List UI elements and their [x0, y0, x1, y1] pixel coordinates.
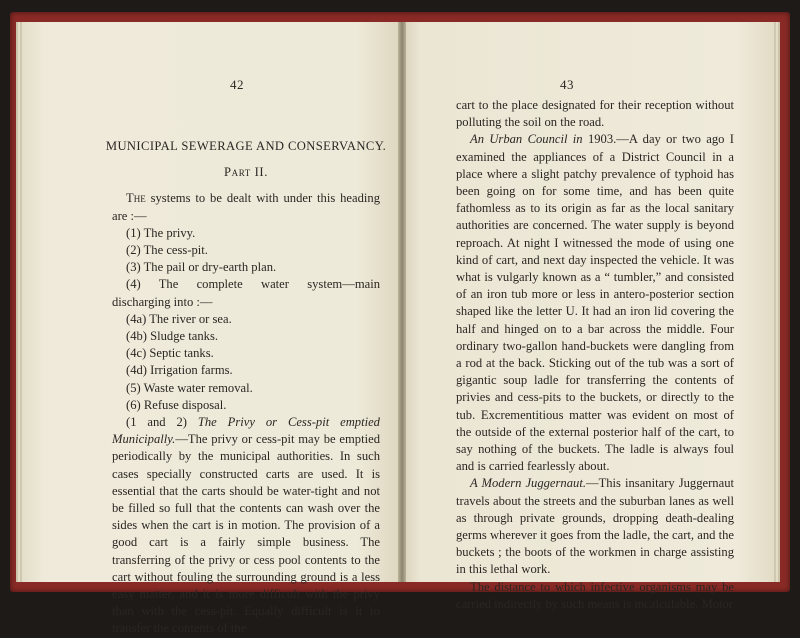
list-item: (4c) Septic tanks.	[126, 346, 214, 361]
intro-small-caps: The	[126, 191, 146, 206]
intro-text: systems to be dealt with under this heading are :—	[112, 191, 380, 223]
list-item: (3) The pail or dry-earth plan.	[126, 260, 277, 275]
list-item: (4d) Irrigation farms.	[126, 363, 233, 378]
right-page	[402, 22, 774, 611]
list-item: (6) Refuse disposal.	[126, 397, 227, 412]
page-number: 43	[560, 77, 574, 92]
para-lead: (1 and 2)	[126, 415, 198, 430]
list-item: (4a) The river or sea.	[126, 311, 232, 326]
para-body: —This insanitary Juggernaut travels about the streets and the suburban lanes as well as through private grounds, dropping death-dealing germs wherever it goes from the ladle, the cart, and the buckets ; the boots of the workmen in charge assisting in this lethal work.	[456, 476, 734, 577]
body-paragraph: cart to the place designated for their reception without polluting the soil on the road.	[456, 98, 734, 130]
list-item: (1) The privy.	[126, 225, 196, 240]
body-paragraph	[112, 414, 380, 638]
right-page-text	[456, 97, 734, 613]
left-page	[22, 22, 402, 636]
left-page-text	[105, 138, 387, 638]
list-item: (4) The complete water system—main discharging into :—	[112, 277, 380, 309]
body-paragraph	[456, 131, 734, 475]
page-number: 42	[230, 77, 244, 92]
para-body: 1903.—A day or two ago I examined the appliances of a District Council in a place where a slight patchy prevalence of typhoid has been going on for some time, and has been quite fathomless as to its origin as far as the local sanitary authorities are concerned. The water supply is beyond reproach. At night I witnessed the mode of using one kind of cart, and next day inspected the vehicle. It was what is vulgarly known as a “ tumbler,” and consisted of an iron tub more or less in antero-posterior section shaped like the letter U. It had an iron lid covering the half and hinged on to a bar across the middle. Four ordinary two-gallon hand-buckets were dangling from a rod at the back. Sticking out of the tub was a sort of gigantic soup ladle for transferring the contents of privies and cess-pits to the buckets, or directly to the tub. Excrementitious matter was evident on most of the outside of the external posterior half of the cart, to say nothing of the buckets. The ladle is always foul and is carried fearlessly about.	[456, 132, 734, 474]
intro-paragraph	[112, 190, 380, 224]
para-body: —The privy or cess-pit may be emptied periodically by the municipal authorities. In such cases specially constructed carts are used. It is essential that the carts should be water-tight and not be filled so full that the contents can wash over the sides when the cart is in motion. The provision of a good cart is a fairly simple business. The transferring of the privy or cess pool contents to the cart without fouling the surrounding ground is a less easy matter, and it is more difficult with the privy than with the cess-pit. Equally difficult is it to transfer the contents of the	[112, 432, 380, 636]
list-item: (5) Waste water removal.	[126, 380, 253, 395]
para-title: The Privy or Cess-pit emptied Municipally.	[112, 415, 380, 447]
para-title: An Urban Council in	[470, 132, 583, 147]
body-paragraph: The distance to which infective organisms may be carried indirectly by such means is incalculable. Motor	[456, 579, 734, 611]
chapter-heading: MUNICIPAL SEWERAGE AND CONSERVANCY.	[105, 139, 387, 153]
list-item: (2) The cess-pit.	[126, 243, 208, 258]
book-gutter	[398, 22, 406, 582]
part-heading: Part II.	[224, 165, 268, 180]
body-paragraph	[456, 475, 734, 578]
list-item: (4b) Sludge tanks.	[126, 329, 218, 344]
para-title: A Modern Juggernaut.	[470, 476, 586, 491]
